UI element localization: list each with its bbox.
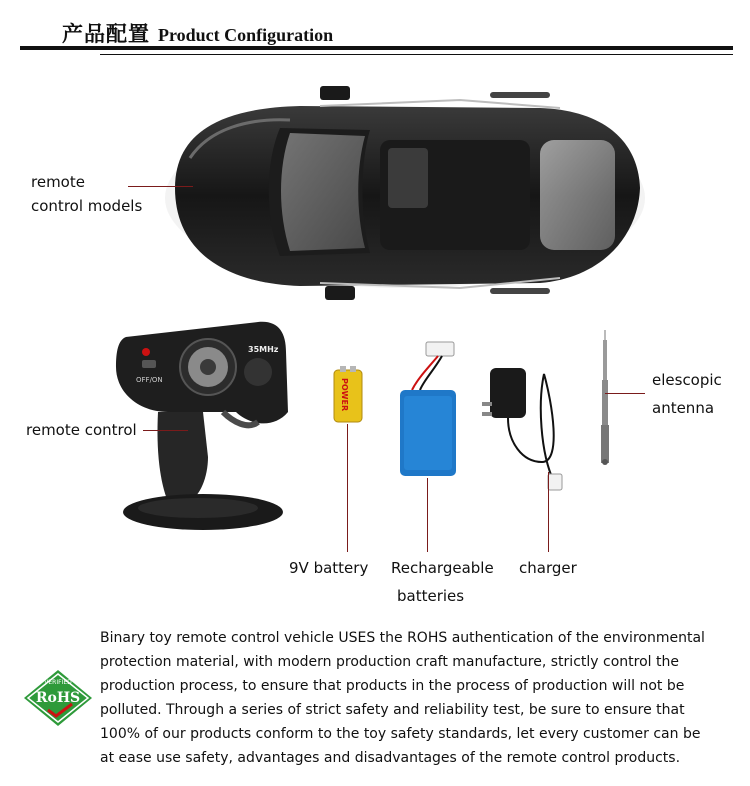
header-rule-thin [100, 54, 733, 55]
description-line: at ease use safety, advantages and disadvantages of the remote control products. [100, 750, 681, 766]
description-line: production process, to ensure that products in the process of production will not be [100, 678, 685, 694]
description-line: Binary toy remote control vehicle USES the ROHS authentication of the environmental [100, 630, 705, 646]
label-remote-control: remote control [26, 421, 137, 439]
rohs-badge [22, 668, 94, 728]
label-antenna-line1: elescopic [652, 371, 722, 389]
label-charger-pointer [548, 472, 549, 552]
label-rechargeable-pointer [427, 478, 428, 552]
battery-brand: POWER [340, 378, 349, 412]
label-remote-pointer [143, 430, 188, 431]
label-rechargeable-line1: Rechargeable [391, 559, 494, 577]
charger-image [482, 362, 577, 492]
description-line: 100% of our products conform to the toy safety standards, let every customer can be [100, 726, 701, 742]
label-9v-pointer [347, 424, 348, 552]
label-charger: charger [519, 559, 577, 577]
label-9v-battery: 9V battery [289, 559, 369, 577]
header-title-cn: 产品配置 [62, 21, 150, 46]
label-car-line1: remote [31, 173, 85, 191]
rohs-verified-text: VERIFIED [44, 679, 72, 686]
rohs-mark-text: RoHS [35, 690, 81, 706]
label-car-pointer [128, 186, 193, 187]
rc-car-image [160, 78, 650, 308]
label-rechargeable-line2: batteries [397, 587, 465, 605]
description-line: protection material, with modern production craft manufacture, strictly control the [100, 654, 679, 670]
page-header [62, 18, 333, 48]
label-car-line2: control models [31, 197, 143, 215]
description-paragraph [100, 626, 730, 770]
label-antenna-line2: antenna [652, 399, 715, 417]
description-line: polluted. Through a series of strict safety and reliability test, be sure to ensure that [100, 702, 685, 718]
header-rule-thick [20, 46, 733, 50]
frequency-label: 35MHz [248, 345, 279, 354]
antenna-image [598, 330, 612, 465]
switch-label: OFF/ON [136, 376, 163, 384]
9v-battery-image [332, 366, 364, 424]
label-antenna-pointer [605, 393, 645, 394]
header-title-en: Product Configuration [158, 25, 334, 45]
rechargeable-battery-image [398, 338, 458, 478]
